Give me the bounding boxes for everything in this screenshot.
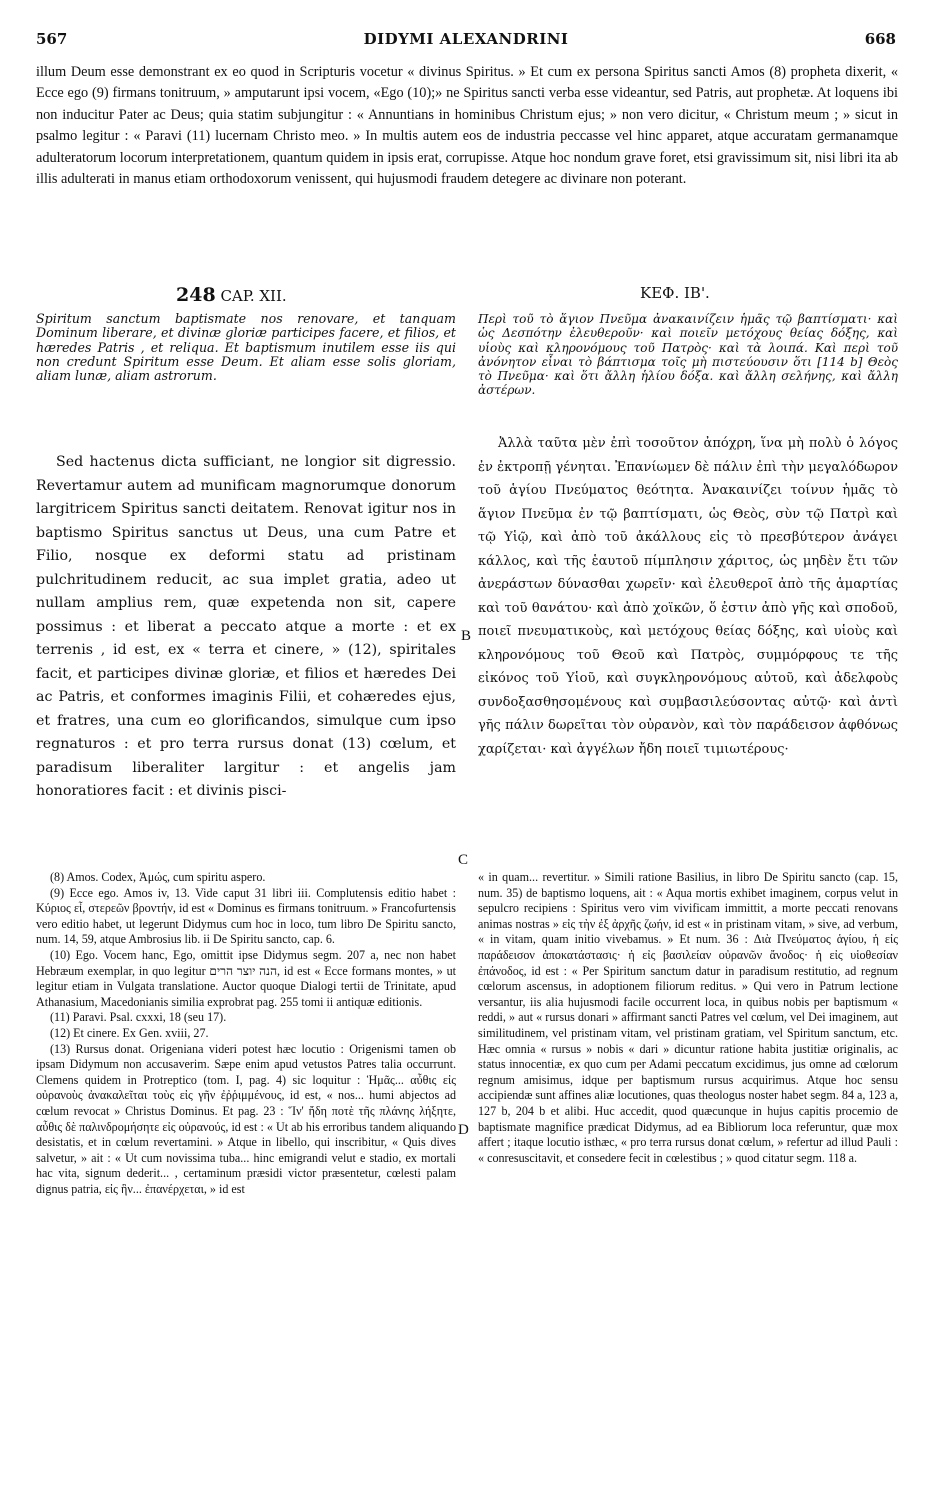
top-paragraph-text: illum Deum esse demonstrant ex eo quod in Scripturis vocetur « divinus Spiritus. » Et cum ex persona Spiritus sancti Amos (8) propheta dixerit, « Ecce ego (9) firmans tonitruum, » amputarunt ipsi vocem, «Ego (10);» ne Spiritus sancti verba esse videantur, sed Patris, aut prophetæ. At loquens ibi non inducitur Pater ac Deus; quia statim subjungitur : « Annuntians in hominibus Christum ejus; » non vero dicitur, « Christum meum ; » sicut in psalmo legitur : « Paravi (11) lucernam Christo meo. » In multis autem eos de industria peccasse vel hinc apparet, atque accuratam germanamque adulteratorum locorum interpretationem, quantum quidem in ipsis erat, corrupisse. Atque hoc nondum grave foret, etsi gravissimum sit, nisi libri ita ab illis adulterati in manus etiam orthodoxorum venissent, qui hujusmodi fraudem detegere ac divinare non poterant. bbox=[36, 64, 898, 188]
top-paragraph bbox=[36, 62, 898, 190]
body-greek bbox=[478, 432, 898, 761]
footnote: (9) Ecce ego. Amos iv, 13. Vide caput 31 libri iii. Complutensis editio habet : Κύριος εἶ, στερεῶν βροντήν, id est « Dominus es firmans tonitruum. » Francofurtensis vero editio habet, ut legerunt Didymus cum hoc in loco, tum libro De Spiritu sancto, num. 14, 59, atque Ambrosius lib. ii De Spiritu sancto, cap. 6. bbox=[36, 885, 456, 947]
footnote: (8) Amos. Codex, Ἀμώς, cum spiritu aspero. bbox=[50, 870, 266, 884]
chapter-label-latin: CAP. XII. bbox=[220, 287, 287, 305]
footnote: (10) Ego. Vocem hanc, Ego, omittit ipse Didymus segm. 207 a, nec non habet Hebræum exemplar, in quo legitur הנה יוצר הרים, id est « Ecce formans montes, » ut legitur etiam in Vulgata translatione. Auctor quoque Dialogi tertii de Trinitate, apud Athanasium, Macedonianis similia exprobrat pag. 255 tomi ii antiquæ editionis. bbox=[36, 947, 456, 1009]
chapter-heading-latin bbox=[176, 284, 287, 308]
footnote: (11) Paravi. Psal. cxxxi, 18 (seu 17). bbox=[50, 1010, 227, 1025]
margin-letter-c: C bbox=[458, 852, 469, 868]
chapter-number: 248 bbox=[176, 284, 216, 306]
left-page-number: 567 bbox=[36, 30, 68, 48]
margin-letter-b: B bbox=[461, 628, 472, 644]
chapter-summary-greek: Περὶ τοῦ τὸ ἅγιον Πνεῦμα ἀνακαινίζειν ἡμᾶς τῷ βαπτίσματι· καὶ ὡς Δεσπότην ἐλευθεροῦν· καὶ ποιεῖν μετόχους θείας δόξης, καὶ υἱοὺς καὶ κληρονόμους τοῦ Πατρὸς· καὶ τὰ λοιπά. Καὶ περὶ τοῦ ἀνόνητον εἶναι τὸ βάπτισμα τοῖς μὴ πιστεύουσιν ὅτι [114 b] Θεὸς τὸ Πνεῦμα· καὶ ὅτι ἄλλη ἡλίου δόξα. καὶ ἄλλη σελήνης, καὶ ἄλλη ἀστέρων. bbox=[478, 312, 898, 398]
footnotes-right bbox=[478, 870, 898, 1166]
chapter-label-greek: ΚΕΦ. ΙΒ'. bbox=[640, 284, 710, 302]
margin-letter-d: D bbox=[458, 1122, 469, 1138]
footnotes-left bbox=[36, 870, 456, 1197]
footnote-continuation: « in quam... revertitur. » Simili ratione Basilius, in libro De Spiritu sancto (cap. 15, num. 35) de baptismo loquens, ait : « Aqua mortis exhibet imaginem, corpus velut in sepulcro recipiens : Spiritus vero vim vivificam immittit, a morte peccati renovans animas nostras » εἰς τὴν ἐξ ἀρχῆς ζωήν, id est « in pristinam vitam, » sive, ad verbum, « in vitam, quam initio vivebamus. » Et num. 36 : Διὰ Πνεύματος ἁγίου, ἡ εἰς παράδεισον ἀποκατάστασις· ἡ εἰς βασιλείαν οὐρανῶν ἄνοδος· ἡ εἰς υἱοθεσίαν ἐπάνοδος, id est : « Per Spiritum sanctum datur in paradisum restitutio, ad regnum cœlorum ascensus, in adoptionem filiorum reditus. » Qui vero in Patrum lectione versantur, iis alia hujusmodi facile occurrent loca, in quibus nobis per baptismum « reddi, » aut « rursus donari » affirmant sancti Patres vel cœlum, vel Dei imaginem, aut similitudinem, vel pristinam vitam, vel pristinam gratiam, vel Spiritum sanctum, etc. Hæc omnia « rursus » nobis « dari » dicuntur ratione habita justitiæ originalis, ac status innocentiæ, ex quo cum per Adami peccatum excidimus, jus omne ad cœlorum regnum amisimus, idque per baptismum rursus acquirimus. Atque hoc sensu accipiendæ sunt affines aliæ locutiones, quas theologus noster habet segm. 84 a, 123 a, 127 b, 204 b et alibi. Huc accedit, quod quæcunque in hujus capitis procemio de baptismate magnifice prædicat Didymus, ad ea Bibliorum loca referuntur, quæ mox affert ; itaque locutio isthæc, « pro terra rursus donat cœlum, » refertur ad illud Pauli : « conresuscitavit, et consedere fecit in cœlestibus ; » quod citatur segm. 118 a. bbox=[478, 870, 898, 1165]
footnote: (13) Rursus donat. Origeniana videri potest hæc locutio : Origenismi tamen ob ipsam Didymum non accusaverim. Sæpe enim apud vetustos Patres talia occurrunt. Clemens quidem in Protreptico (tom. I, pag. 4) sic loquitur : Ἡμᾶς... αὖθις εἰς οὐρανοὺς ἀνακαλεῖται τοὺς εἰς γῆν ἐῤῥιμμένους, id est, « nos... humi abjectos ad cœlum revocat » Christus Dominus. Et pag. 23 : Ἵν' ἤδη ποτὲ τῆς πλάνης λήξητε, αὖθις δὲ παλινδρομήσητε εἰς οὐρανούς, id est : « Ut ab his erroribus tandem aliquando desistatis, et in cœlum revertamini. » Atque in libello, qui inscribitur, « Quis dives salvetur, » ait : « Ut cum novissima tuba... hinc emigrandi velut e stadio, ex mortali hac vita, signum dederit... , certaminum præsidi victor præsentetur, cœlesti palam dignus patria, εἰς ἣν... ἐπανέρχεται, » id est bbox=[36, 1041, 456, 1196]
footnote: (12) Et cinere. Ex Gen. xviii, 27. bbox=[50, 1025, 209, 1040]
chapter-summary-latin: Spiritum sanctum baptismate nos renovare, et tanquam Dominum liberare, et divinæ gloriæ participes facere, et filios, et hæredes Patris , et reliqua. Et baptismum inutilem esse iis qui non credunt Spiritum esse Deum. Et aliam esse solis gloriam, aliam lunæ, aliam astrorum. bbox=[36, 311, 456, 384]
running-title: DIDYMI ALEXANDRINI bbox=[363, 30, 569, 48]
body-latin bbox=[36, 451, 456, 804]
running-header bbox=[36, 30, 896, 52]
chapter-heading-greek bbox=[640, 284, 710, 308]
body-greek-text: Ἀλλὰ ταῦτα μὲν ἐπὶ τοσοῦτον ἀπόχρη, ἵνα μὴ πολὺ ὁ λόγος ἐν ἐκτροπῇ γένηται. Ἐπανίωμεν δὲ πάλιν ἐπὶ τὴν μεγαλόδωρον τοῦ ἁγίου Πνεύματος θεότητα. Ἀνακαινίζει τοίνυν ἡμᾶς τὸ ἅγιον Πνεῦμα ἐν τῷ βαπτίσματι, ὡς Θεὸς, σὺν τῷ Πατρὶ καὶ τῷ Υἱῷ, καὶ ἀπὸ τοῦ ἀκάλλους εἰς τὸ πρεσβύτερον ἀνάγει κάλλος, καὶ τῆς ἑαυτοῦ πίμπλησιν χάριτος, ὡς μηδὲν ἔτι τῶν ἀνεράστων δύνασθαι χωρεῖν· καὶ ἐλευθεροῖ ἀπὸ τῆς ἁμαρτίας καὶ τοῦ θανάτου· καὶ ἀπὸ χοϊκῶν, ὅ ἐστιν ἀπὸ γῆς καὶ σποδοῦ, ποιεῖ πνευματικοὺς, καὶ μετόχους θείας δόξης, καὶ υἱοὺς καὶ κληρονόμους τοῦ Θεοῦ καὶ Πατρὸς, συμμόρφους τε τῆς εἰκόνος τοῦ Υἱοῦ, καὶ συγκληρονόμους αὐτοῦ, καὶ ἀδελφοὺς συνδοξασθησομένους καὶ συμβασιλεύσοντας αὐτῷ· καὶ ἀντὶ γῆς πάλιν δωρεῖται τὸν οὐρανὸν, καὶ τὸν παράδεισον ἀφθόνως χαρίζεται· καὶ ἀγγέλων ἤδη ποιεῖ τιμιωτέρους· bbox=[478, 436, 898, 757]
body-latin-text: Sed hactenus dicta sufficiant, ne longior sit digressio. Revertamur autem ad munificam magnorumque donorum largitricem Spiritus sancti deitatem. Renovat igitur nos in baptismo Spiritus sanctus ut Deus, una cum Patre et Filio, nosque ex deformi statu ad pristinam pulchritudinem reducit, ac sua implet gratia, adeo ut nullam amplius rem, quæ expetenda non sit, capere possimus : et liberat a peccato atque a morte : et ex terrenis , id est, ex « terra et cinere, » (12), spiritales facit, et participes divinæ gloriæ, et filios et hæredes Dei ac Patris, et conformes imaginis Filii, et cohæredes ejus, et fratres, una cum eo glorificandos, simulque cum ipso regnaturos : et pro terra rursus donat (13) cœlum, et paradisum liberaliter largitur : et angelis jam honoratiores facit : et divinis pisci- bbox=[36, 454, 456, 799]
right-page-number: 668 bbox=[864, 30, 896, 48]
